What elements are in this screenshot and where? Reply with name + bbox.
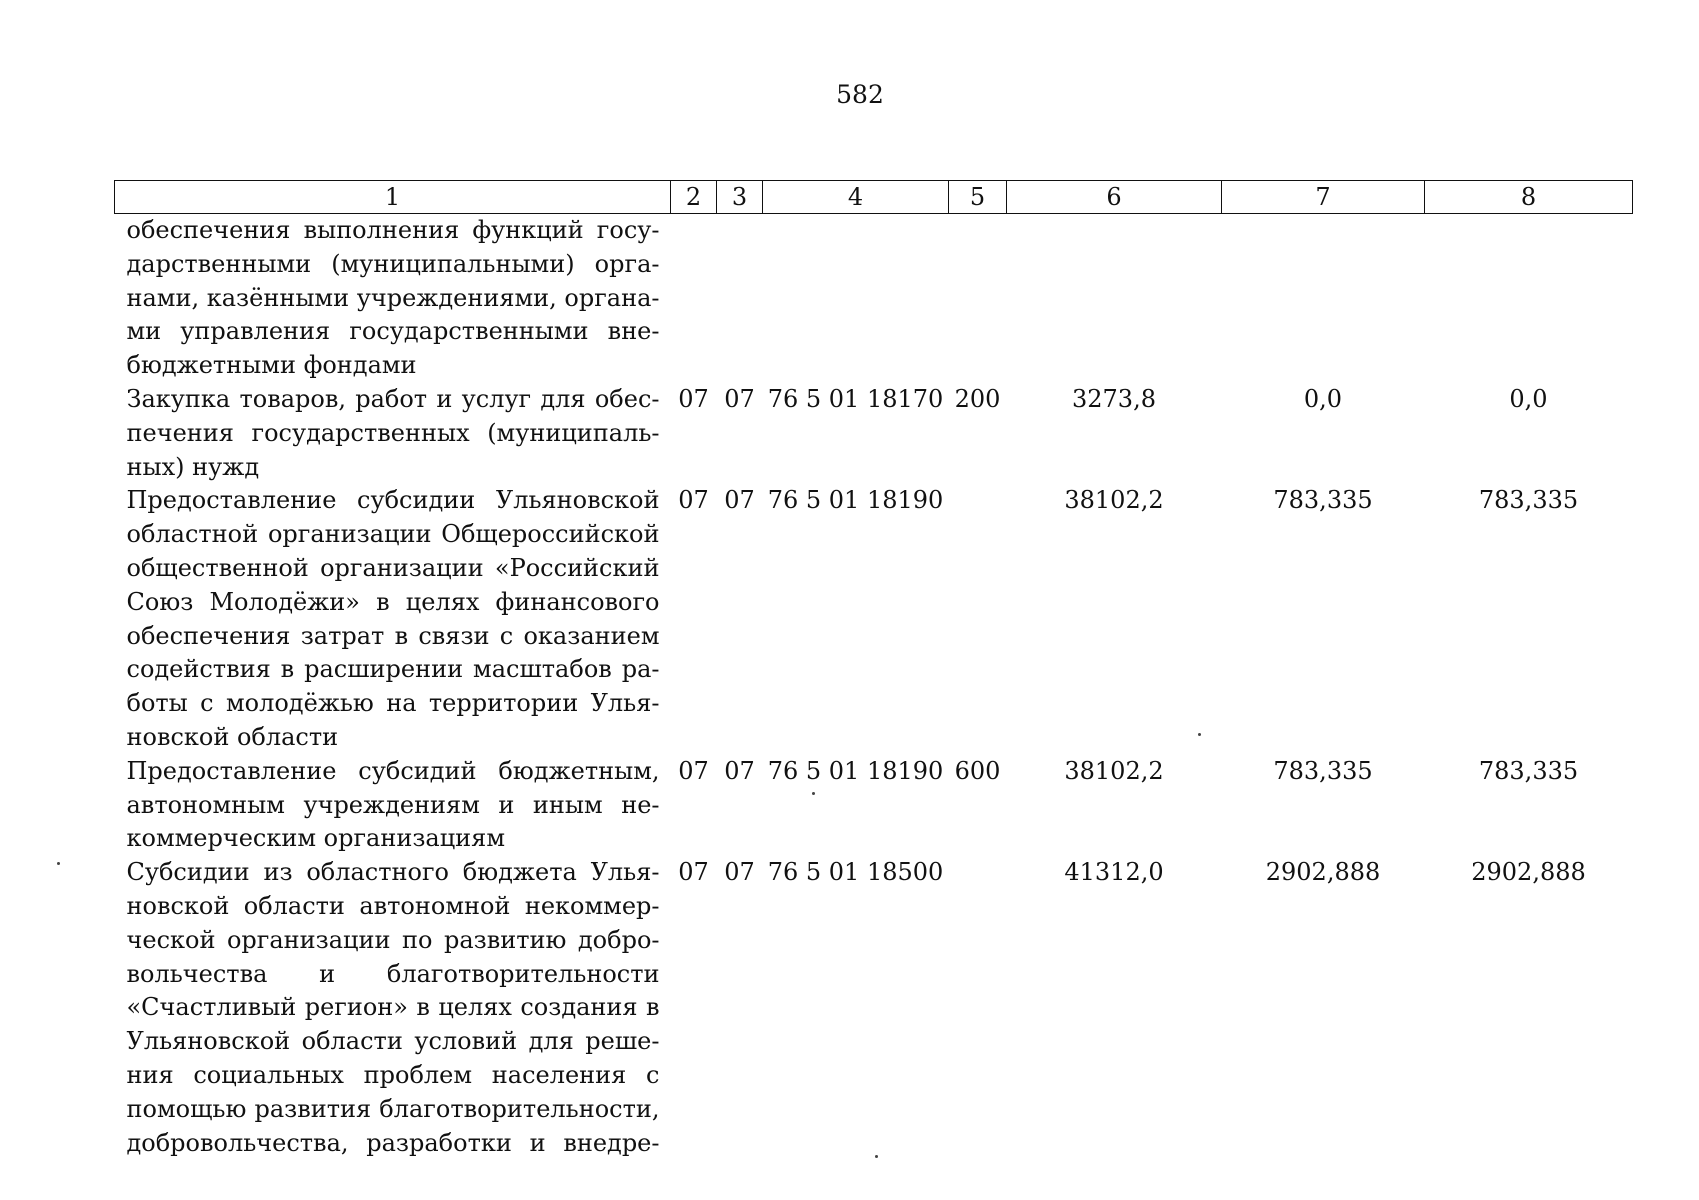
description-line: вольчества и благотворительности	[126, 959, 660, 988]
description-line: Союз Молодёжи» в целях финансового	[126, 587, 660, 616]
header-col-6: 6	[1007, 181, 1222, 214]
description-line: боты с молодёжью на территории Улья-	[126, 689, 660, 718]
header-col-3: 3	[717, 181, 763, 214]
header-col-1: 1	[115, 181, 671, 214]
description-line: Субсидии из областного бюджета Улья-	[126, 858, 660, 887]
subsection-code: 07	[724, 384, 755, 413]
section-code: 07	[678, 756, 709, 785]
expense-type-code: 600	[954, 756, 1001, 785]
header-col-8: 8	[1425, 181, 1633, 214]
description-line: содействия в расширении масштабов ра-	[126, 655, 660, 684]
scan-speck	[57, 862, 60, 865]
amount-col-6: 3273,8	[1072, 384, 1156, 413]
amount-col-6: 41312,0	[1064, 858, 1164, 887]
amount-col-6: 38102,2	[1064, 486, 1164, 515]
target-article-code: 76 5 01 18170	[767, 384, 944, 413]
subsection-code	[717, 214, 763, 383]
description-line: новской области автономной некоммер-	[126, 891, 660, 920]
expense-type-code	[949, 214, 1007, 383]
row-description	[115, 484, 671, 754]
amount-col-8: 783,335	[1478, 756, 1579, 785]
description-line: нами, казёнными учреждениями, органа-	[126, 283, 660, 312]
row-description	[115, 755, 671, 856]
scan-speck	[812, 792, 815, 795]
description-line: общественной организации «Российский	[126, 553, 660, 582]
description-line: новской области	[126, 722, 339, 751]
section-code: 07	[678, 486, 709, 515]
description-line: Ульяновской области условий для реше-	[126, 1027, 660, 1056]
expense-type-code	[949, 856, 1007, 1160]
section-code: 07	[678, 858, 709, 887]
description-line: ния социальных проблем населения с	[126, 1060, 660, 1089]
target-article-code: 76 5 01 18190	[767, 486, 944, 515]
subsection-code: 07	[724, 486, 755, 515]
amount-col-6	[1007, 214, 1222, 383]
amount-col-7	[1222, 214, 1425, 383]
target-article-code	[763, 214, 949, 383]
description-line: бюджетными фондами	[126, 351, 417, 380]
amount-col-8: 783,335	[1478, 486, 1579, 515]
table-row	[115, 214, 1633, 383]
description-line: обеспечения затрат в связи с оказанием	[126, 621, 660, 650]
header-col-4: 4	[763, 181, 949, 214]
description-line: Предоставление субсидии Ульяновской	[126, 486, 660, 515]
description-line: автономным учреждениям и иным не-	[126, 790, 660, 819]
amount-col-8: 0,0	[1509, 384, 1548, 413]
subsection-code: 07	[724, 858, 755, 887]
description-line: областной организации Общероссийской	[126, 520, 660, 549]
description-line: дарственными (муниципальными) орга-	[126, 249, 660, 278]
amount-col-7: 783,335	[1273, 486, 1373, 515]
section-code: 07	[678, 384, 709, 413]
scan-speck	[875, 1155, 878, 1158]
description-line: Предоставление субсидий бюджетным,	[126, 756, 660, 785]
page-number: 582	[836, 80, 884, 109]
amount-col-7: 783,335	[1273, 756, 1373, 785]
description-line: коммерческим организациям	[126, 824, 505, 853]
table-row	[115, 484, 1633, 754]
description-line: обеспечения выполнения функций госу-	[126, 216, 660, 244]
budget-table-container	[114, 180, 1633, 1160]
expense-type-code	[949, 484, 1007, 754]
target-article-code: 76 5 01 18500	[767, 858, 944, 887]
table-row	[115, 383, 1633, 484]
amount-col-8	[1425, 214, 1633, 383]
row-description	[115, 214, 671, 383]
header-col-5: 5	[949, 181, 1007, 214]
header-col-2: 2	[671, 181, 717, 214]
description-line: Закупка товаров, работ и услуг для обес-	[126, 384, 660, 413]
description-line: ми управления государственными вне-	[126, 317, 660, 346]
scan-speck	[1198, 733, 1201, 736]
description-line: ческой организации по развитию добро-	[126, 925, 660, 954]
description-line: печения государственных (муниципаль-	[126, 418, 660, 447]
row-description	[115, 383, 671, 484]
table-row	[115, 755, 1633, 856]
amount-col-6: 38102,2	[1064, 756, 1164, 785]
description-line: добровольчества, разработки и внедре-	[126, 1128, 660, 1157]
budget-table	[114, 180, 1633, 1160]
section-code	[671, 214, 717, 383]
table-header	[115, 181, 1633, 214]
description-line: «Счастливый регион» в целях создания в	[126, 993, 660, 1022]
header-col-7: 7	[1222, 181, 1425, 214]
description-line: ных) нужд	[126, 452, 260, 481]
amount-col-8: 2902,888	[1471, 858, 1586, 887]
table-body	[115, 214, 1633, 1161]
subsection-code: 07	[724, 756, 755, 785]
description-line: помощью развития благотворительности,	[126, 1094, 660, 1123]
target-article-code: 76 5 01 18190	[767, 756, 944, 785]
amount-col-7: 2902,888	[1265, 858, 1381, 887]
row-description	[115, 856, 671, 1160]
expense-type-code: 200	[954, 384, 1001, 413]
amount-col-7: 0,0	[1303, 384, 1343, 413]
header-row	[115, 181, 1633, 214]
table-row	[115, 856, 1633, 1160]
